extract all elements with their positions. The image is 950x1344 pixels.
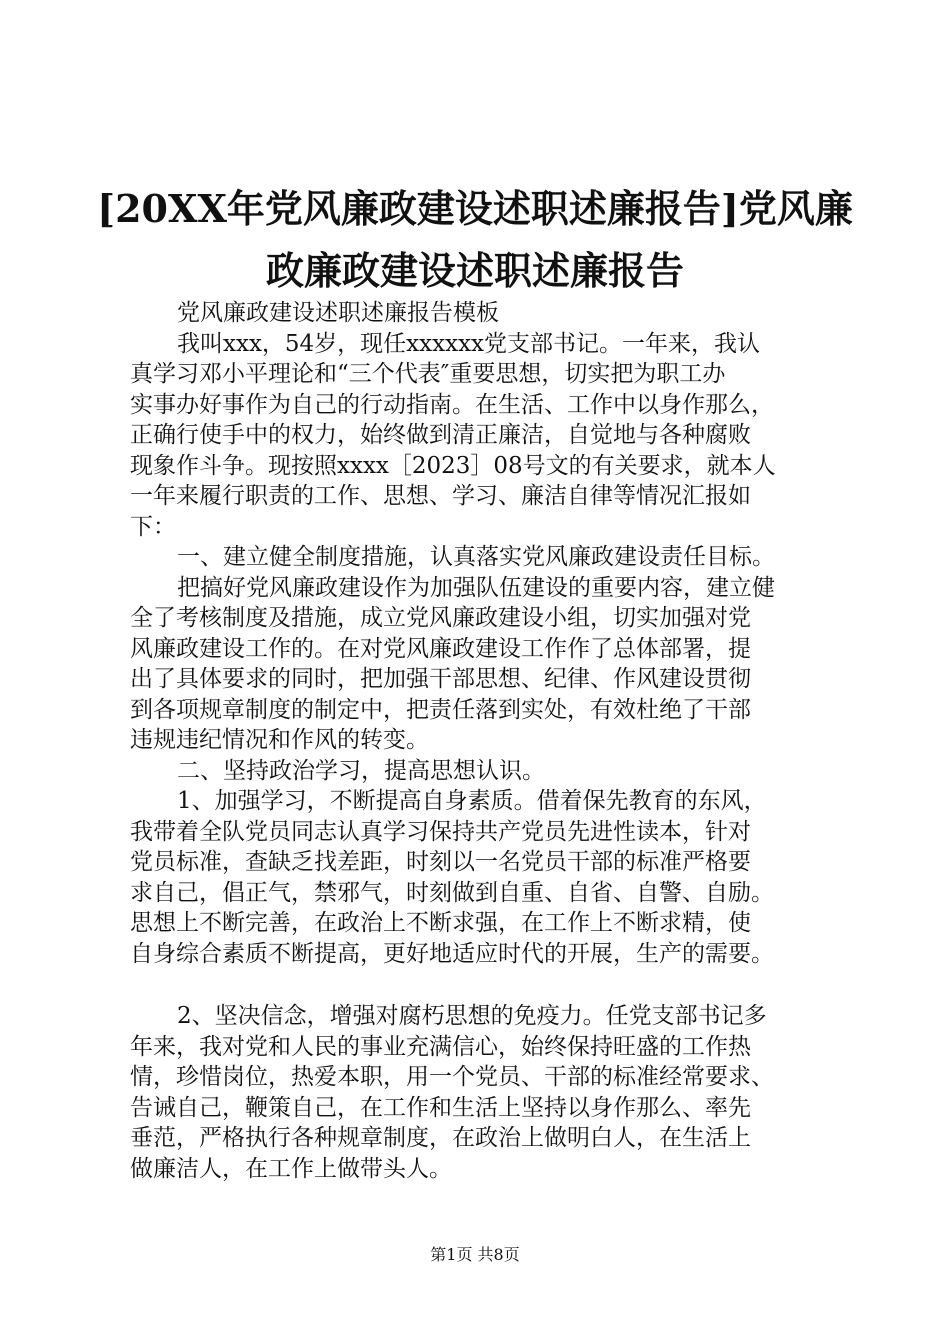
paragraph-line: 把搞好党风廉政建设作为加强队伍建设的重要内容，建立健 <box>177 574 775 601</box>
paragraph-line: 情，珍惜岗位，热爱本职，用一个党员、干部的标准经常要求、 <box>130 1064 774 1090</box>
paragraph-line: 我叫xxx，54岁，现任xxxxxx党支部书记。一年来，我认 <box>177 330 761 357</box>
paragraph-line: 党员标准，查缺乏找差距，时刻以一名党员干部的标准严格要 <box>130 849 751 875</box>
paragraph-line: 垂范，严格执行各种规章制度，在政治上做明白人，在生活上 <box>130 1125 751 1151</box>
paragraph-line: 求自己，倡正气，禁邪气，时刻做到自重、自省、自警、自励。 <box>130 879 774 906</box>
paragraph-line: 风廉政建设工作的。在对党风廉政建设工作作了总体部署，提 <box>130 635 751 662</box>
paragraph-line: 违规违纪情况和作风的转变。 <box>130 727 429 753</box>
section-heading: 一、建立健全制度措施，认真落实党风廉政建设责任目标。 <box>177 544 775 570</box>
paragraph-line: 自身综合素质不断提高，更好地适应时代的开展，生产的需要。 <box>130 940 774 967</box>
page-number-footer: 第1页 共8页 <box>430 1245 520 1264</box>
paragraph-line: 1、加强学习，不断提高自身素质。借着保先教育的东风， <box>177 788 767 814</box>
paragraph-line: 告诫自己，鞭策自己，在工作和生活上坚持以身作那么、率先 <box>130 1094 751 1121</box>
paragraph-line: 现象作斗争。现按照xxxx［2023］08号文的有关要求，就本人 <box>130 452 776 479</box>
paragraph-line: 全了考核制度及措施，成立党风廉政建设小组，切实加强对党 <box>130 605 751 631</box>
title-line-1: [20XX年党风廉政建设述职述廉报告]党风廉 <box>97 186 853 231</box>
paragraph-line: 正确行使手中的权力，始终做到清正廉洁，自觉地与各种腐败 <box>130 422 751 448</box>
paragraph-line: 2、坚决信念，增强对腐朽思想的免疫力。任党支部书记多 <box>177 1003 767 1029</box>
paragraph-line: 到各项规章制度的制定中，把责任落到实处，有效杜绝了干部 <box>130 696 751 723</box>
paragraph-line: 我带着全队党员同志认真学习保持共产党员先进性读本，针对 <box>130 818 751 845</box>
paragraph-line: 党风廉政建设述职述廉报告模板 <box>177 300 499 326</box>
document-body <box>130 298 852 1184</box>
paragraph-line: 思想上不断完善，在政治上不断求强，在工作上不断求精，使 <box>130 910 751 936</box>
paragraph-line: 实事办好事作为自己的行动指南。在生活、工作中以身作那么， <box>130 391 774 418</box>
title-line-2: 政廉政建设述职述廉报告 <box>265 248 684 293</box>
paragraph-gap <box>130 969 852 1001</box>
section-heading: 二、坚持政治学习，提高思想认识。 <box>177 757 545 784</box>
paragraph-line: 年来，我对党和人民的事业充满信心，始终保持旺盛的工作热 <box>130 1033 751 1060</box>
paragraph-line: 真学习邓小平理论和“三个代表″重要思想，切实把为职工办 <box>130 361 726 387</box>
document-title <box>60 178 890 302</box>
paragraph-line: 下： <box>130 513 176 540</box>
paragraph-line: 一年来履行职责的工作、思想、学习、廉洁自律等情况汇报如 <box>130 483 751 509</box>
paragraph-line: 做廉洁人，在工作上做带头人。 <box>130 1155 452 1182</box>
paragraph-line: 出了具体要求的同时，把加强干部思想、纪律、作风建设贯彻 <box>130 666 751 692</box>
